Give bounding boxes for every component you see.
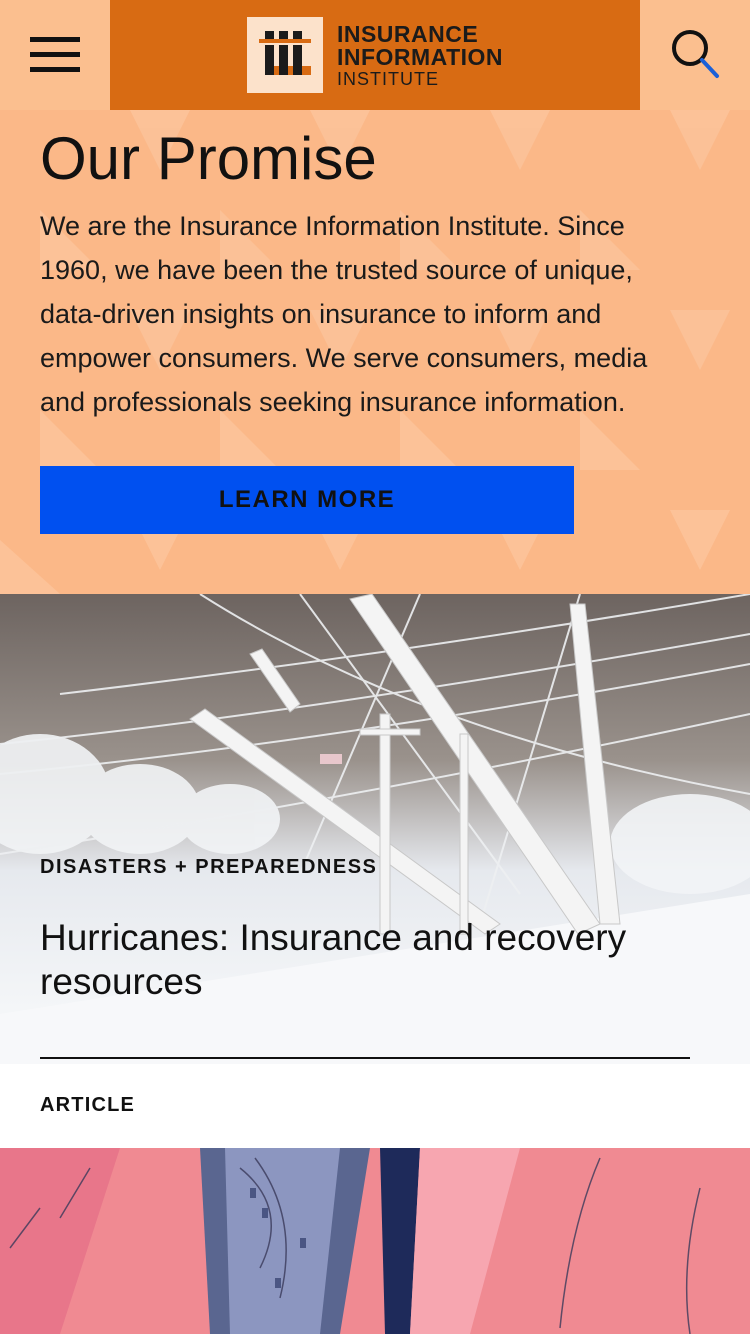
feature-article-card[interactable] (0, 594, 750, 1148)
hamburger-menu-icon (30, 37, 80, 73)
next-article-card[interactable] (0, 1148, 750, 1334)
brand-line-3: INSTITUTE (336, 68, 439, 89)
article-type-label: ARTICLE (40, 1094, 136, 1116)
article-title[interactable]: Hurricanes: Insurance and recovery resources (40, 917, 627, 1002)
promise-title: Our Promise (40, 125, 377, 192)
brand-line-1: INSURANCE (336, 20, 479, 47)
site-header (0, 0, 750, 110)
learn-more-button[interactable]: LEARN MORE (40, 466, 574, 534)
brand-logo-link[interactable] (110, 0, 640, 110)
brand-line-2: INFORMATION (336, 43, 504, 70)
promise-description: We are the Insurance Information Institute. Since 1960, we have been the trusted source of unique, data-driven insights on insurance to inform and empower consumers. We serve consumers, media and professionals seeking insurance information. (40, 211, 648, 417)
promise-section (0, 110, 750, 594)
aerial-coast-photo (0, 1148, 750, 1334)
brand-wordmark (336, 20, 504, 89)
magnifier-icon (670, 28, 722, 82)
divider (40, 1057, 690, 1059)
search-button[interactable] (640, 0, 750, 110)
menu-button[interactable] (0, 0, 110, 110)
iii-logo-icon (247, 17, 323, 93)
article-category[interactable]: DISASTERS + PREPAREDNESS (40, 856, 378, 878)
